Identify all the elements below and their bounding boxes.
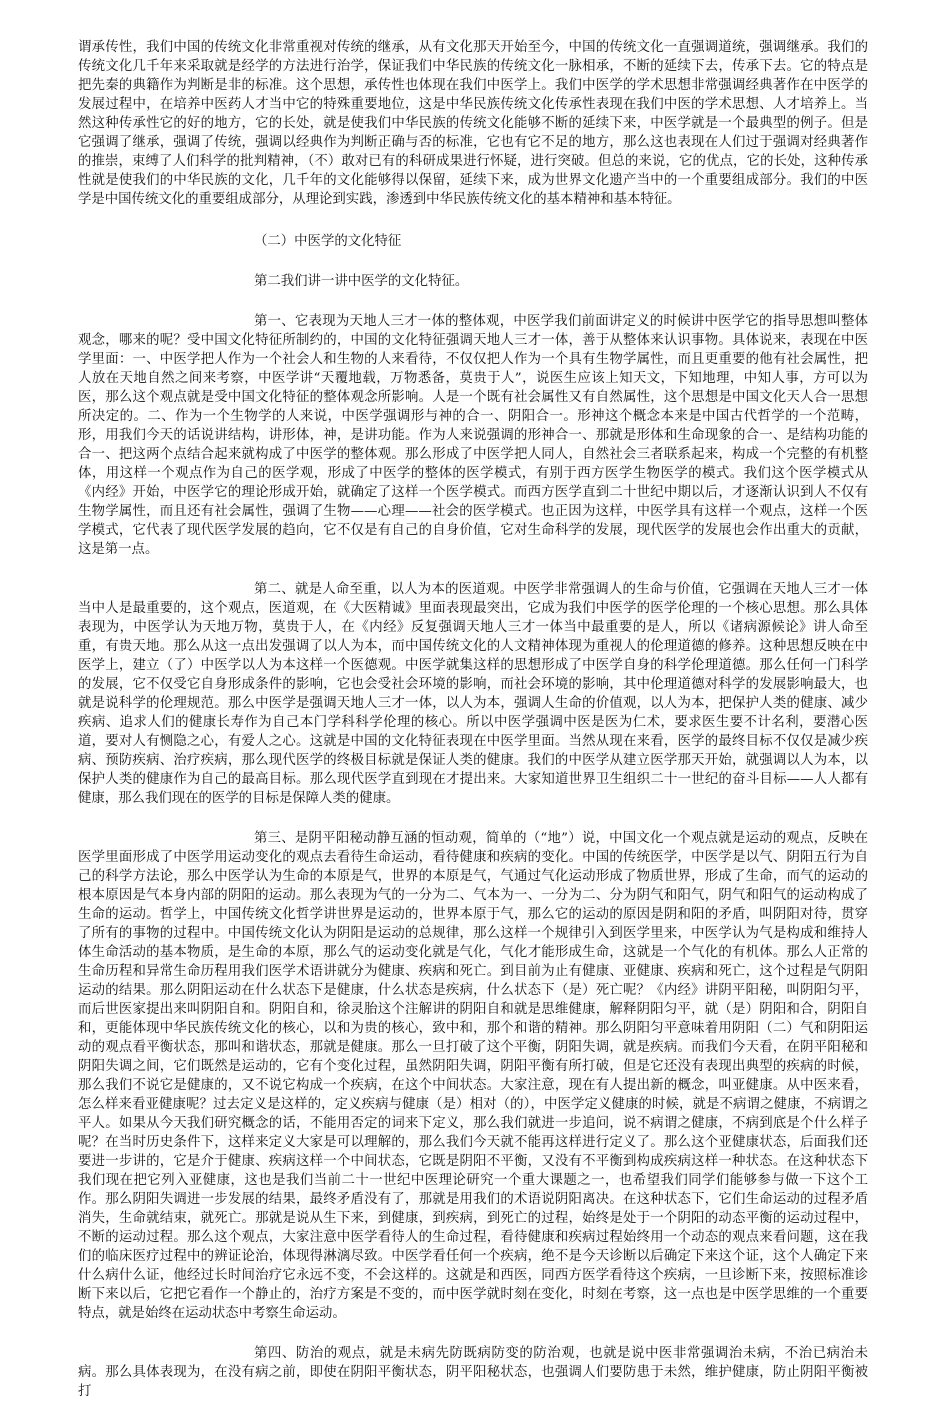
spacer [78, 209, 868, 232]
spacer [78, 1323, 868, 1344]
section-intro: 第二我们讲一讲中医学的文化特征。 [254, 274, 469, 289]
spacer [78, 291, 868, 312]
paragraph-second: 第二、就是人命至重，以人为本的医道观。中医学非常强调人的生命与价值，它强调在天地人三才一体当中人是最重要的，这个观点，医道观，在《大医精诚》里面表现最突出，它成为我们中医学的医学伦理的一个核心思想。那么具体表现为，中医学认为天地万物，莫贵于人，在《内经》反复强调天地人三才一体当中最重要的是人，所以《诸病源候论》讲人命至重，有贵天地。那么从这一点出发强调了以人为本，而中国传统文化的人文精神体现为重视人的伦理道德的修养。这种思想反映在中医学上，建立（了）中医学以人为本这样一个医德观。中医学就集这样的思想形成了中医学自身的科学伦理道德。那么任何一门科学的发展，它不仅受它自身形成条件的影响，它也会受社会环境的影响，而社会环境的影响，其中伦理道德对科学的发展影响最大，也就是说科学的伦理规范。那么中医学是强调天地人三才一体，以人为本，强调人生命的价值观，以人为本，把保护人类的健康、减少疾病、追求人们的健康长寿作为自己本门学科科学伦理的核心。所以中医学强调中医是医为仁术，要求医生要不计名利，要潜心医道，要对人有恻隐之心，有爱人之心。这就是中国的文化特征表现在中医学里面。当然从现在来看，医学的最终目标不仅仅是减少疾病、预防疾病、治疗疾病，那么现代医学的终极目标就是保证人类的健康。我们的中医学从建立医学那天开始，就强调以人为本，以保护人类的健康作为自己的最高目标。那么现代医学直到现在才提出来。大家知道世界卫生组织二十一世纪的奋斗目标——人人都有健康，那么我们现在的医学的目标是保障人类的健康。 [78, 582, 868, 806]
paragraph-first: 第一、它表现为天地人三才一体的整体观，中医学我们前面讲定义的时候讲中医学它的指导思想叫整体观念，哪来的呢？受中国文化特征所制约的，中国的文化特征强调天地人三才一体，善于从整体来认识事物。具体说来，表现在中医学里面：一、中医学把人作为一个社会人和生物的人来看待，不仅仅把人作为一个具有生物学属性，而且更重要的他有社会属性，把人放在天地自然之间来考察，中医学讲“天覆地载，万物悉备，莫贵于人”，说医生应该上知天文，下知地理，中知人事，方可以为医，那么这个观点就是受中国文化特征的整体观念所影响。人是一个既有社会属性又有自然属性，这个思想是中国文化天人合一思想所决定的。二、作为一个生物学的人来说，中医学强调形与神的合一、阴阳合一。形神这个概念本来是中国古代哲学的一个范畴，形，用我们今天的话说讲结构，讲形体，神，是讲功能。作为人来说强调的形神合一、那就是形体和生命现象的合一、是结构功能的合一、把这两个点结合起来就构成了中医学的整体观。那么形成了中医学把人同人，自然社会三者联系起来，构成一个完整的有机整体，用这样一个观点作为自己的医学观，形成了中医学的整体的医学模式，有别于西方医学生物医学的模式。我们这个医学模式从《内经》开始，中医学它的理论形成开始，就确定了这样一个医学模式。而西方医学直到二十世纪中期以后，才逐渐认识到人不仅有生物学属性，而且还有社会属性，强调了生物——心理——社会的医学模式。也正因为这样，中医学具有这样一个观点，这样一个医学模式，它代表了现代医学发展的趋向，它不仅是有自己的自身价值，它对生命科学的发展，现代医学的发展也会作出重大的贡献，这是第一点。 [78, 314, 868, 557]
paragraph-fourth: 第四、防治的观点，就是未病先防既病防变的防治观，也就是说中医非常强调治未病，不治已病治未病。那么具体表现为，在没有病之前，即使在阴阳平衡状态，阴平阳秘状态，也强调人们要防患于未然，维护健康，防止阴阳平衡被打 [78, 1346, 868, 1399]
intro-paragraph: 谓承传性，我们中国的传统文化非常重视对传统的继承，从有文化那天开始至今，中国的传统文化一直强调道统，强调继承。我们的传统文化几千年来采取就是经学的方法进行治学，保证我们中华民族的传统文化一脉相承，不断的延续下去，传承下去。它的特点是把先秦的典籍作为判断是非的标准。这个思想，承传性也体现在我们中医学上。我们中医学的学术思想非常强调经典著作在中医学的发展过程中，在培养中医药人才当中它的特殊重要地位，这是中华民族传统文化传承性表现在我们中医的学术思想、人才培养上。当然这种传承性它的好的地方，它的长处，就是使我们中华民族的传统文化能够不断的延续下来，中医学就是一个最典型的例子。但是它强调了继承，强调了传统，强调以经典作为判断正确与否的标准，它也有它不足的地方，那么这也表现在人们过于强调对经典著作的推崇，束缚了人们科学的批判精神，（不）敢对已有的科研成果进行怀疑，进行突破。但总的来说，它的优点，它的长处，这种传承性就是使我们的中华民族的文化，几千年的文化能够得以保留，延续下来，成为世界文化遗产当中的一个重要组成部分。我们的中医学是中国传统文化的重要组成部分，从理论到实践，渗透到中华民族传统文化的基本精神和基本特征。 [78, 40, 868, 207]
document-body [78, 38, 868, 1401]
section-heading: （二）中医学的文化特征 [254, 234, 402, 249]
spacer [78, 251, 868, 272]
spacer [78, 808, 868, 829]
spacer [78, 559, 868, 580]
paragraph-third: 第三、是阴平阳秘动静互涵的恒动观，简单的（“地”）说，中国文化一个观点就是运动的观点，反映在医学里面形成了中医学用运动变化的观点去看待生命运动，看待健康和疾病的变化。中国的传统医学，中医学是以气、阴阳五行为自己的科学方法论，那么中医学认为生命的本原是气，世界的本原是气，气通过气化运动形成了物质世界，形成了生命，而气的运动的根本原因是气本身内部的阴阳的运动。那么表现为气的一分为二、气本为一、一分为二、分为阴气和阳气，阴气和阳气的运动构成了生命的运动。哲学上，中国传统文化哲学讲世界是运动的，世界本原于气，那么它的运动的原因是阴和阳的矛盾，叫阴阳对待，贯穿了所有的事物的过程中。中国传统文化认为阴阳是运动的总规律，那么这样一个规律引入到医学里来，中医学认为气是构成和维持人体生命活动的基本物质，是生命的本原，那么气的运动变化就是气化，气化才能形成生命，这就是一个气化的有机体。那么人正常的生命历程和异常生命历程用我们医学术语讲就分为健康、疾病和死亡。到目前为止有健康、亚健康、疾病和死亡，这个过程是气阴阳运动的结果。那么阴阳运动在什么状态下是健康，什么状态是疾病，什么状态下（是）死亡呢？《内经》讲阴平阳秘，叫阴阳匀平，而后世医家提出来叫阴阳自和。阴阳自和，徐灵胎这个注解讲的阴阳自和就是思维健康，解释阴阳匀平，就（是）阴阳和合，阴阳自和，更能体现中华民族传统文化的核心，以和为贵的核心，致中和，那个和谐的精神。那么阴阳匀平意味着用阴阳（二）气和阴阳运动的观点看平衡状态，那叫和谐状态，那就是健康。那么一旦打破了这个平衡，阴阳失调，就是疾病。而我们今天看，在阴平阳秘和阴阳失调之间，它们既然是运动的，它有个变化过程，虽然阴阳失调，阴阳平衡有所打破，但是它还没有表现出典型的疾病的时候，那么我们不说它是健康的，又不说它构成一个疾病，在这个中间状态。大家注意，现在有人提出新的概念，叫亚健康。从中医来看，怎么样来看亚健康呢？过去定义是这样的，定义疾病与健康（是）相对（的），中医学定义健康的时候，就是不病谓之健康，不病谓之平人。如果从今天我们研究概念的话，不能用否定的词来下定义，那么我们就进一步追问，说不病谓之健康，不病到底是个什么样子呢？在当时历史条件下，这样来定义大家是可以理解的，那么我们今天就不能再这样进行定义了。那么这个亚健康状态，后面我们还要进一步讲的，它是介于健康、疾病这样一个中间状态，它既是阴阳不平衡，又没有不平衡到构成疾病这样一种状态。在这种状态下我们现在把它列入亚健康，这也是我们当前二十一世纪中医理论研究一个重大课题之一，也希望我们同学们能够参与做一下这个工作。那么阴阳失调进一步发展的结果，最终矛盾没有了，那就是用我们的术语说阴阳离决。在这种状态下，它们生命运动的过程矛盾消失，生命就结束，就死亡。那就是说从生下来，到健康，到疾病，到死亡的过程，始终是处于一个阴阳的动态平衡的运动过程中，不断的运动过程。那么这个观点，大家注意中医学看待人的生命过程，看待健康和疾病过程始终用一个动态的观点来看问题，这在我们的临床医疗过程中的辨证论治，体现得淋漓尽致。中医学看任何一个疾病，绝不是今天诊断以后确定下来这个证，这个人确定下来什么病什么证，他经过长时间治疗它永远不变，不会这样的。这就是和西医，同西方医学看待这个疾病，一旦诊断下来，按照标准诊断下来以后，它把它看作一个静止的，治疗方案是不变的，而中医学就时刻在变化，时刻在考察，这一点也是中医学思维的一个重要特点，就是始终在运动状态中考察生命运动。 [78, 831, 868, 1321]
